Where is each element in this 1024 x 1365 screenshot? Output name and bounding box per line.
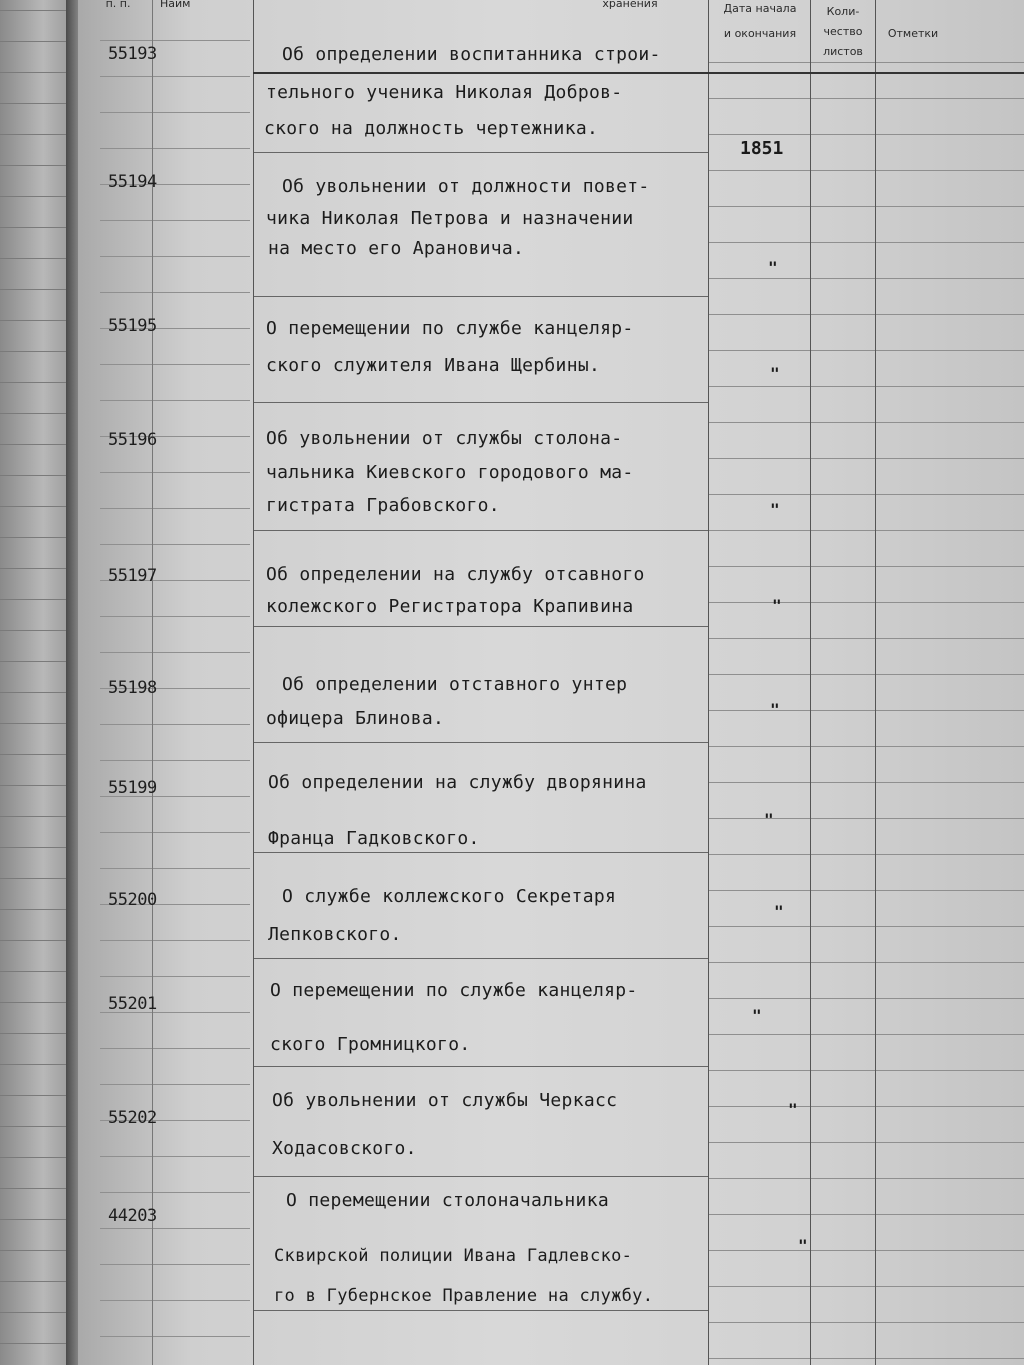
record-title-line: О перемещении по службе канцеляр- xyxy=(266,318,634,339)
ruled-line xyxy=(708,782,1024,783)
ruled-line xyxy=(100,76,250,77)
record-number: 55197 xyxy=(108,566,157,586)
ruled-line xyxy=(100,616,250,617)
facing-page xyxy=(0,0,72,1365)
ruled-line xyxy=(100,112,250,113)
record-title-line: О перемещении столоначальника xyxy=(286,1190,609,1211)
facing-page-rule xyxy=(0,1002,72,1003)
record-date-ditto: " xyxy=(768,258,778,277)
facing-page-rule xyxy=(0,723,72,724)
ruled-line xyxy=(708,494,1024,495)
record-title-line: го в Губернское Правление на службу. xyxy=(274,1286,654,1306)
record-date-ditto: " xyxy=(798,1236,808,1255)
ruled-line xyxy=(708,1214,1024,1215)
facing-page-rule xyxy=(0,754,72,755)
ruled-line xyxy=(100,400,250,401)
ruled-line xyxy=(708,242,1024,243)
ruled-line xyxy=(708,170,1024,171)
ruled-line xyxy=(708,962,1024,963)
record-title-line: чальника Киевского городового ма- xyxy=(266,462,634,483)
facing-page-rule xyxy=(0,103,72,104)
record-number: 55194 xyxy=(108,172,157,192)
facing-page-rule xyxy=(0,1250,72,1251)
record-title-line: чика Николая Петрова и назначении xyxy=(266,208,634,229)
record-separator xyxy=(254,1066,708,1067)
facing-page-rule xyxy=(0,847,72,848)
ruled-line xyxy=(100,832,250,833)
ruled-line xyxy=(708,314,1024,315)
record-title-line: О перемещении по службе канцеляр- xyxy=(270,980,638,1001)
facing-page-rule xyxy=(0,661,72,662)
facing-page-rule xyxy=(0,1064,72,1065)
ruled-line xyxy=(100,1084,250,1085)
ruled-line xyxy=(100,1336,250,1337)
ruled-line xyxy=(708,1142,1024,1143)
record-date-ditto: " xyxy=(772,596,782,615)
record-separator xyxy=(254,958,708,959)
record-date-ditto: " xyxy=(770,700,780,719)
facing-page-rule xyxy=(0,72,72,73)
header-sheets-line3: листов xyxy=(823,45,863,58)
record-separator xyxy=(254,1176,708,1177)
facing-page-rule xyxy=(0,1126,72,1127)
ruled-line xyxy=(100,148,250,149)
record-title-line: ского Громницкого. xyxy=(270,1034,471,1055)
ruled-line xyxy=(708,1106,1024,1107)
ruled-line xyxy=(100,40,250,41)
facing-page-rule xyxy=(0,1095,72,1096)
ruled-line xyxy=(708,638,1024,639)
ruled-line xyxy=(708,422,1024,423)
column-divider-dates xyxy=(708,0,709,1365)
record-number: 55198 xyxy=(108,678,157,698)
ruled-line xyxy=(708,1286,1024,1287)
facing-page-rule xyxy=(0,1157,72,1158)
ruled-line xyxy=(708,134,1024,135)
header-name: Наим xyxy=(160,0,191,10)
facing-page-rule xyxy=(0,692,72,693)
record-date-ditto: " xyxy=(788,1100,798,1119)
record-number: 55199 xyxy=(108,778,157,798)
ruled-line xyxy=(100,1192,250,1193)
ruled-line xyxy=(708,98,1024,99)
ruled-line xyxy=(708,386,1024,387)
ruled-line xyxy=(100,256,250,257)
ruled-line xyxy=(708,1358,1024,1359)
header-dates-line2: и окончания xyxy=(723,27,797,40)
record-date-ditto: " xyxy=(764,810,774,829)
facing-page-rule xyxy=(0,940,72,941)
facing-page-rule xyxy=(0,382,72,383)
record-number: 55201 xyxy=(108,994,157,1014)
facing-page-rule xyxy=(0,599,72,600)
ruled-line xyxy=(708,710,1024,711)
ruled-line xyxy=(708,998,1024,999)
ruled-line xyxy=(100,1228,250,1229)
ruled-line xyxy=(708,458,1024,459)
record-date-ditto: " xyxy=(770,364,780,383)
ruled-line xyxy=(708,926,1024,927)
record-number: 55196 xyxy=(108,430,157,450)
facing-page-rule xyxy=(0,258,72,259)
ruled-line xyxy=(708,602,1024,603)
ruled-line xyxy=(708,278,1024,279)
ruled-line xyxy=(708,62,1024,63)
ruled-line xyxy=(708,890,1024,891)
column-divider-sheets xyxy=(810,0,811,1365)
facing-page-rule xyxy=(0,134,72,135)
record-separator xyxy=(254,152,708,153)
ruled-line xyxy=(100,508,250,509)
ruled-line xyxy=(708,746,1024,747)
facing-page-rule xyxy=(0,320,72,321)
header-storage: хранения xyxy=(602,0,658,10)
header-number: п. п. xyxy=(105,0,131,10)
record-date-ditto: " xyxy=(752,1006,762,1025)
record-date: 1851 xyxy=(740,138,784,159)
ruled-line xyxy=(708,350,1024,351)
record-title-line: ского служителя Ивана Щербины. xyxy=(266,355,601,376)
record-title-line: на место его Арановича. xyxy=(268,238,525,259)
record-date-ditto: " xyxy=(774,902,784,921)
header-notes: Отметки xyxy=(887,27,939,40)
record-title-line: Об увольнении от службы столона- xyxy=(266,428,623,449)
facing-page-rule xyxy=(0,196,72,197)
ruled-line xyxy=(708,818,1024,819)
ruled-line xyxy=(100,1156,250,1157)
facing-page-rule xyxy=(0,1219,72,1220)
ruled-line xyxy=(100,220,250,221)
ruled-line xyxy=(100,1300,250,1301)
record-title-line: Лепковского. xyxy=(268,924,402,945)
record-separator xyxy=(254,626,708,627)
column-divider-title xyxy=(253,0,254,1365)
facing-page-rule xyxy=(0,909,72,910)
ruled-line xyxy=(100,940,250,941)
record-title-line: Об определении на службу дворянина xyxy=(268,772,647,793)
record-number: 55195 xyxy=(108,316,157,336)
record-title-line: офицера Блинова. xyxy=(266,708,445,729)
facing-page-rule xyxy=(0,289,72,290)
facing-page-rule xyxy=(0,630,72,631)
record-title-line: О службе коллежского Секретаря xyxy=(282,886,617,907)
record-title-line: Об увольнении от должности повет- xyxy=(282,176,650,197)
record-title-line: Об увольнении от службы Черкасс xyxy=(272,1090,618,1111)
record-title-line: Ходасовского. xyxy=(272,1138,417,1159)
facing-page-rule xyxy=(0,537,72,538)
ruled-line xyxy=(100,724,250,725)
facing-page-rule xyxy=(0,41,72,42)
facing-page-rule xyxy=(0,351,72,352)
record-title-line: Франца Гадковского. xyxy=(268,828,480,849)
record-title-line: Об определении отставного унтер xyxy=(282,674,628,695)
record-date-ditto: " xyxy=(770,500,780,519)
record-number: 55193 xyxy=(108,44,157,64)
header-sheets-line2: чество xyxy=(823,25,863,38)
ruled-line xyxy=(100,364,250,365)
ruled-line xyxy=(100,1048,250,1049)
record-title-line: ского на должность чертежника. xyxy=(264,118,599,139)
header-sheets-line1: Коли- xyxy=(826,5,860,18)
ruled-line xyxy=(100,544,250,545)
record-separator xyxy=(254,852,708,853)
facing-page-rule xyxy=(0,413,72,414)
record-title-line: Сквирской полиции Ивана Гадлевско- xyxy=(274,1246,633,1266)
record-title-line: колежского Регистратора Крапивина xyxy=(266,596,634,617)
facing-page-rule xyxy=(0,816,72,817)
facing-page-rule xyxy=(0,444,72,445)
facing-page-rule xyxy=(0,10,72,11)
record-title-line: гистрата Грабовского. xyxy=(266,495,500,516)
ruled-line xyxy=(100,760,250,761)
facing-page-rule xyxy=(0,568,72,569)
ruled-line xyxy=(100,1264,250,1265)
record-number: 55202 xyxy=(108,1108,157,1128)
header-underline xyxy=(253,72,1024,74)
record-title-line: Об определении на службу отсавного xyxy=(266,564,645,585)
record-number: 55200 xyxy=(108,890,157,910)
facing-page-rule xyxy=(0,878,72,879)
header-dates-line1: Дата начала xyxy=(723,2,797,15)
facing-page-rule xyxy=(0,971,72,972)
facing-page-rule xyxy=(0,1343,72,1344)
record-separator xyxy=(254,742,708,743)
ruled-line xyxy=(100,292,250,293)
ruled-line xyxy=(708,1034,1024,1035)
ruled-line xyxy=(708,566,1024,567)
record-separator xyxy=(254,296,708,297)
facing-page-rule xyxy=(0,1312,72,1313)
record-title-line: Об определении воспитанника строи- xyxy=(282,44,661,65)
ruled-line xyxy=(100,976,250,977)
facing-page-rule xyxy=(0,227,72,228)
ruled-line xyxy=(100,868,250,869)
column-divider-notes xyxy=(875,0,876,1365)
ruled-line xyxy=(708,530,1024,531)
record-separator xyxy=(254,402,708,403)
record-separator xyxy=(254,530,708,531)
ruled-line xyxy=(708,854,1024,855)
facing-page-rule xyxy=(0,506,72,507)
ruled-line xyxy=(708,1178,1024,1179)
ruled-line xyxy=(708,1322,1024,1323)
record-title-line: тельного ученика Николая Добров- xyxy=(266,82,623,103)
facing-page-rule xyxy=(0,1281,72,1282)
ruled-line xyxy=(100,472,250,473)
facing-page-rule xyxy=(0,1188,72,1189)
record-number: 44203 xyxy=(108,1206,157,1226)
ruled-line xyxy=(708,1070,1024,1071)
record-separator xyxy=(254,1310,708,1311)
facing-page-rule xyxy=(0,1033,72,1034)
ruled-line xyxy=(100,652,250,653)
ruled-line xyxy=(708,206,1024,207)
facing-page-rule xyxy=(0,785,72,786)
ruled-line xyxy=(708,1250,1024,1251)
facing-page-rule xyxy=(0,165,72,166)
ruled-line xyxy=(708,674,1024,675)
facing-page-rule xyxy=(0,475,72,476)
